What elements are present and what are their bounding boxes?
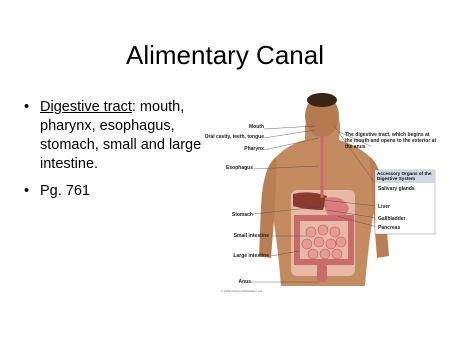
label-liver: Liver (378, 204, 390, 210)
label-oral-cavity: Oral cavity, teeth, tongue (204, 134, 264, 140)
label-salivary-glands: Salivary glands (378, 186, 415, 192)
accessory-title: Accessory Organs of the Digestive System (377, 171, 432, 182)
accessory-organs-box (375, 170, 435, 234)
label-large-intestine: Large intestine (233, 253, 269, 259)
bullet-dot-icon: • (24, 183, 30, 199)
figure-caption: The digestive tract, which begins at the mouth and opens to the exterior at the anus (345, 132, 437, 150)
label-anus: Anus (238, 279, 251, 285)
copyright-text: © 2011 Pearson Education, Inc. (221, 289, 264, 293)
human-torso-image (259, 93, 389, 286)
digestive-system-figure (204, 86, 439, 296)
label-mouth: Mouth (249, 124, 264, 130)
bullet-term: Digestive tract (40, 99, 132, 115)
bullet-item (22, 98, 227, 174)
bullet-dot-icon: • (24, 99, 30, 115)
label-pharynx: Pharynx (244, 146, 264, 152)
label-esophagus: Esophagus (226, 165, 253, 171)
label-gallbladder: Gallbladder (378, 216, 406, 222)
bullet-text: : mouth, pharynx, esophagus, stomach, small and large intestine. (40, 99, 202, 172)
bullet-item (22, 182, 227, 201)
label-small-intestine: Small intestine (233, 233, 269, 239)
label-stomach: Stomach (231, 212, 253, 218)
bullet-list (22, 98, 227, 209)
bullet-text: Pg. 761 (40, 183, 90, 199)
label-pancreas: Pancreas (378, 225, 401, 231)
slide-title: Alimentary Canal (126, 40, 324, 70)
